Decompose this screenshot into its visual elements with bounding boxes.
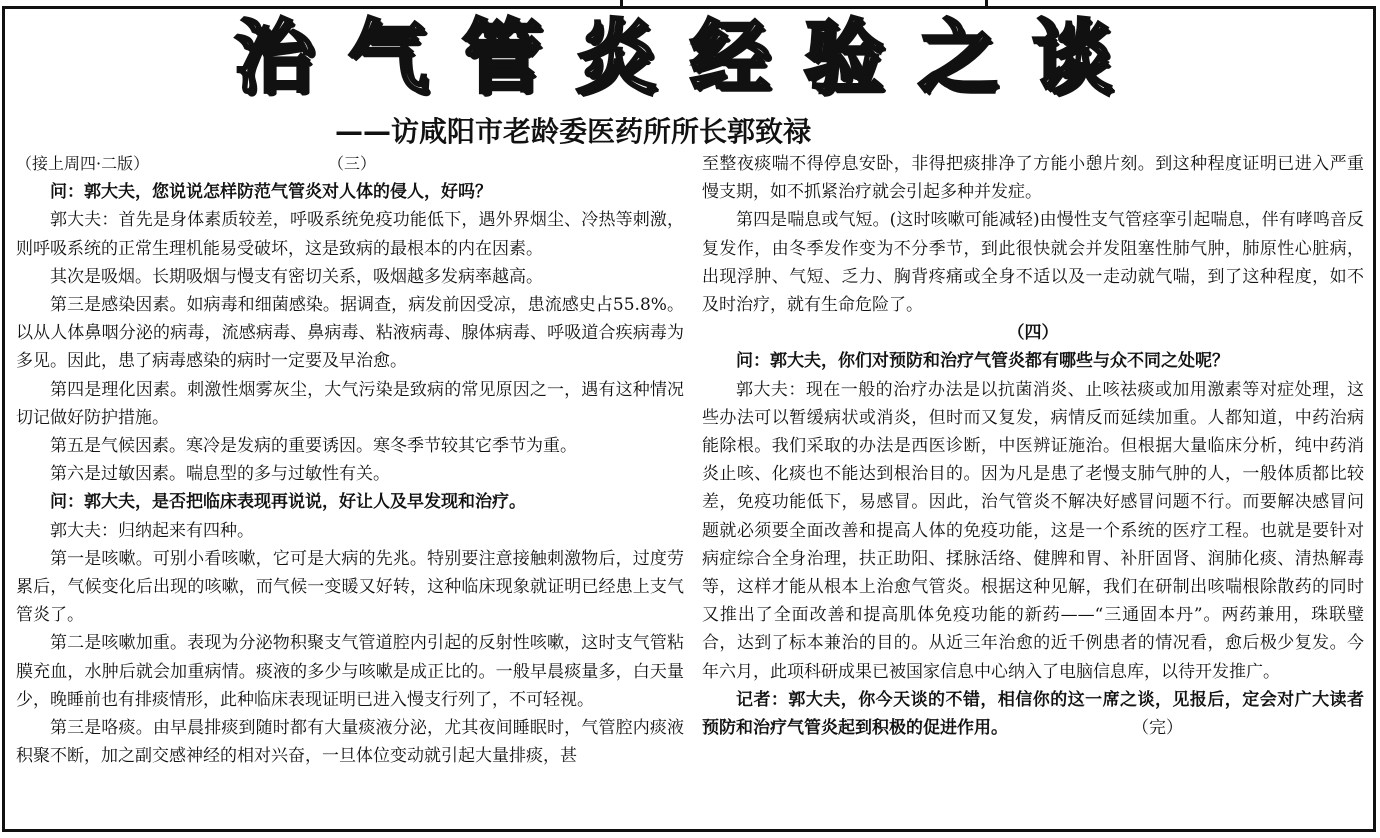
right-column: [702, 150, 1364, 742]
answer-paragraph: 郭大夫：首先是身体素质较差，呼吸系统免疫功能低下，遇外界烟尘、冷热等刺激，则呼吸系统的正常生理机能易受破坏，这是致病的最根本的内在因素。: [16, 210, 684, 259]
section-header: [16, 150, 376, 178]
left-column: [16, 150, 684, 770]
section-number: （三）: [327, 154, 376, 173]
article-subtitle: ——访咸阳市老龄委医药所所长郭致禄: [335, 115, 812, 148]
question: 问：郭大夫，您说说怎样防范气管炎对人体的侵人，好吗？: [50, 182, 492, 203]
answer-paragraph: 第六是过敏因素。喘息型的多与过敏性有关。: [50, 464, 390, 485]
answer-paragraph: 郭大夫：归纳起来有四种。: [50, 520, 254, 541]
end-mark: （完）: [1132, 718, 1183, 739]
answer-paragraph: 第四是喘息或气短。(这时咳嗽可能减轻)由慢性支气管痉挛引起喘息，伴有哮鸣音反复发作，由冬季发作变为不分季节，到此很快就会并发阻塞性肺气肿，肺原性心脏病，出现浮肿、气短、乏力、胸背疼痛或全身不适以及一走动就气喘，到了这种程度，如不及时治疗，就有生命危险了。: [702, 210, 1364, 316]
answer-paragraph: 第四是理化因素。刺激性烟雾灰尘，大气污染是致病的常见原因之一，遇有这种情况切记做好防护措施。: [16, 379, 684, 428]
continued-note: （接上周四·二版）: [16, 154, 150, 173]
answer-paragraph: 其次是吸烟。长期吸烟与慢支有密切关系，吸烟越多发病率越高。: [50, 266, 543, 287]
answer-paragraph: 第三是感染因素。如病毒和细菌感染。据调查，病发前因受凉，患流感史占55.8%。以从人体鼻咽分泌的病毒，流感病毒、鼻病毒、粘液病毒、腺体病毒、呼吸道合疾病毒为多见。因此，患了病毒感染的病时一定要及早治愈。: [16, 295, 684, 372]
closing-text: 记者：郭大夫，你今天谈的不错，相信你的这一席之谈，见报后，定会对广大读者预防和治疗气管炎起到积极的促进作用。: [702, 689, 1364, 739]
section-number: （四）: [1007, 323, 1059, 344]
question: 问：郭大夫，是否把临床表现再说说，好让人及早发现和治疗。: [50, 492, 526, 513]
question: 问：郭大夫，你们对预防和治疗气管炎都有哪些与众不同之处呢？: [736, 351, 1229, 372]
answer-paragraph: 第五是气候因素。寒冷是发病的重要诱因。寒冬季节较其它季节为重。: [50, 436, 577, 457]
answer-paragraph: 第一是咳嗽。可别小看咳嗽，它可是大病的先兆。特别要注意接触刺激物后，过度劳累后，气候变化后出现的咳嗽，而气候一变暖又好转，这种临床现象就证明已经患上支气管炎了。: [16, 548, 684, 626]
article-title: 治气管炎经验之谈: [234, 11, 1146, 104]
closing-remark: [702, 686, 1364, 742]
answer-paragraph: 第三是咯痰。由早晨排痰到随时都有大量痰液分泌，尤其夜间睡眠时，气管腔内痰液积聚不断，加之副交感神经的相对兴奋，一旦体位变动就引起大量排痰，甚: [16, 718, 684, 767]
answer-paragraph: 郭大夫：现在一般的治疗办法是以抗菌消炎、止咳祛痰或加用激素等对症处理，这些办法可以暂缓病状或消炎，但时而又复发，病情反而延续加重。人都知道，中药治病能除根。我们采取的办法是西医诊断，中医辨证施治。但根据大量临床分析，纯中药消炎止咳、化痰也不能达到根治目的。因为凡是患了老慢支肺气肿的人，一般体质都比较差，免疫功能低下，易感冒。因此，治气管炎不解决好感冒问题不行。而要解决感冒问题就必须要全面改善和提高人体的免疫功能，这是一个系统的医疗工程。也就是要针对病症综合全身治理，扶正助阳、揉脉活络、健脾和胃、补肝固肾、润肺化痰、清热解毒等，这样才能从根本上治愈气管炎。根据这种见解，我们在研制出咳喘根除散药的同时又推出了全面改善和提高肌体免疫功能的新药——“三通固本丹”。两药兼用，珠联璧合，达到了标本兼治的目的。从近三年治愈的近千例患者的情况看，愈后极少复发。今年六月，此项科研成果已被国家信息中心纳入了电脑信息库，以待开发推广。: [702, 379, 1364, 682]
answer-paragraph: 第二是咳嗽加重。表现为分泌物积聚支气管道腔内引起的反射性咳嗽，这时支气管粘膜充血，水肿后就会加重病情。痰液的多少与咳嗽是成正比的。一般早晨痰量多，白天量少，晚睡前也有排痰情形，此种临床表现证明已进入慢支行列了，不可轻视。: [16, 633, 684, 710]
answer-paragraph: 至整夜痰喘不得停息安卧，非得把痰排净了方能小憩片刻。到这种程度证明已进入严重慢支期，如不抓紧治疗就会引起多种并发症。: [702, 154, 1364, 203]
